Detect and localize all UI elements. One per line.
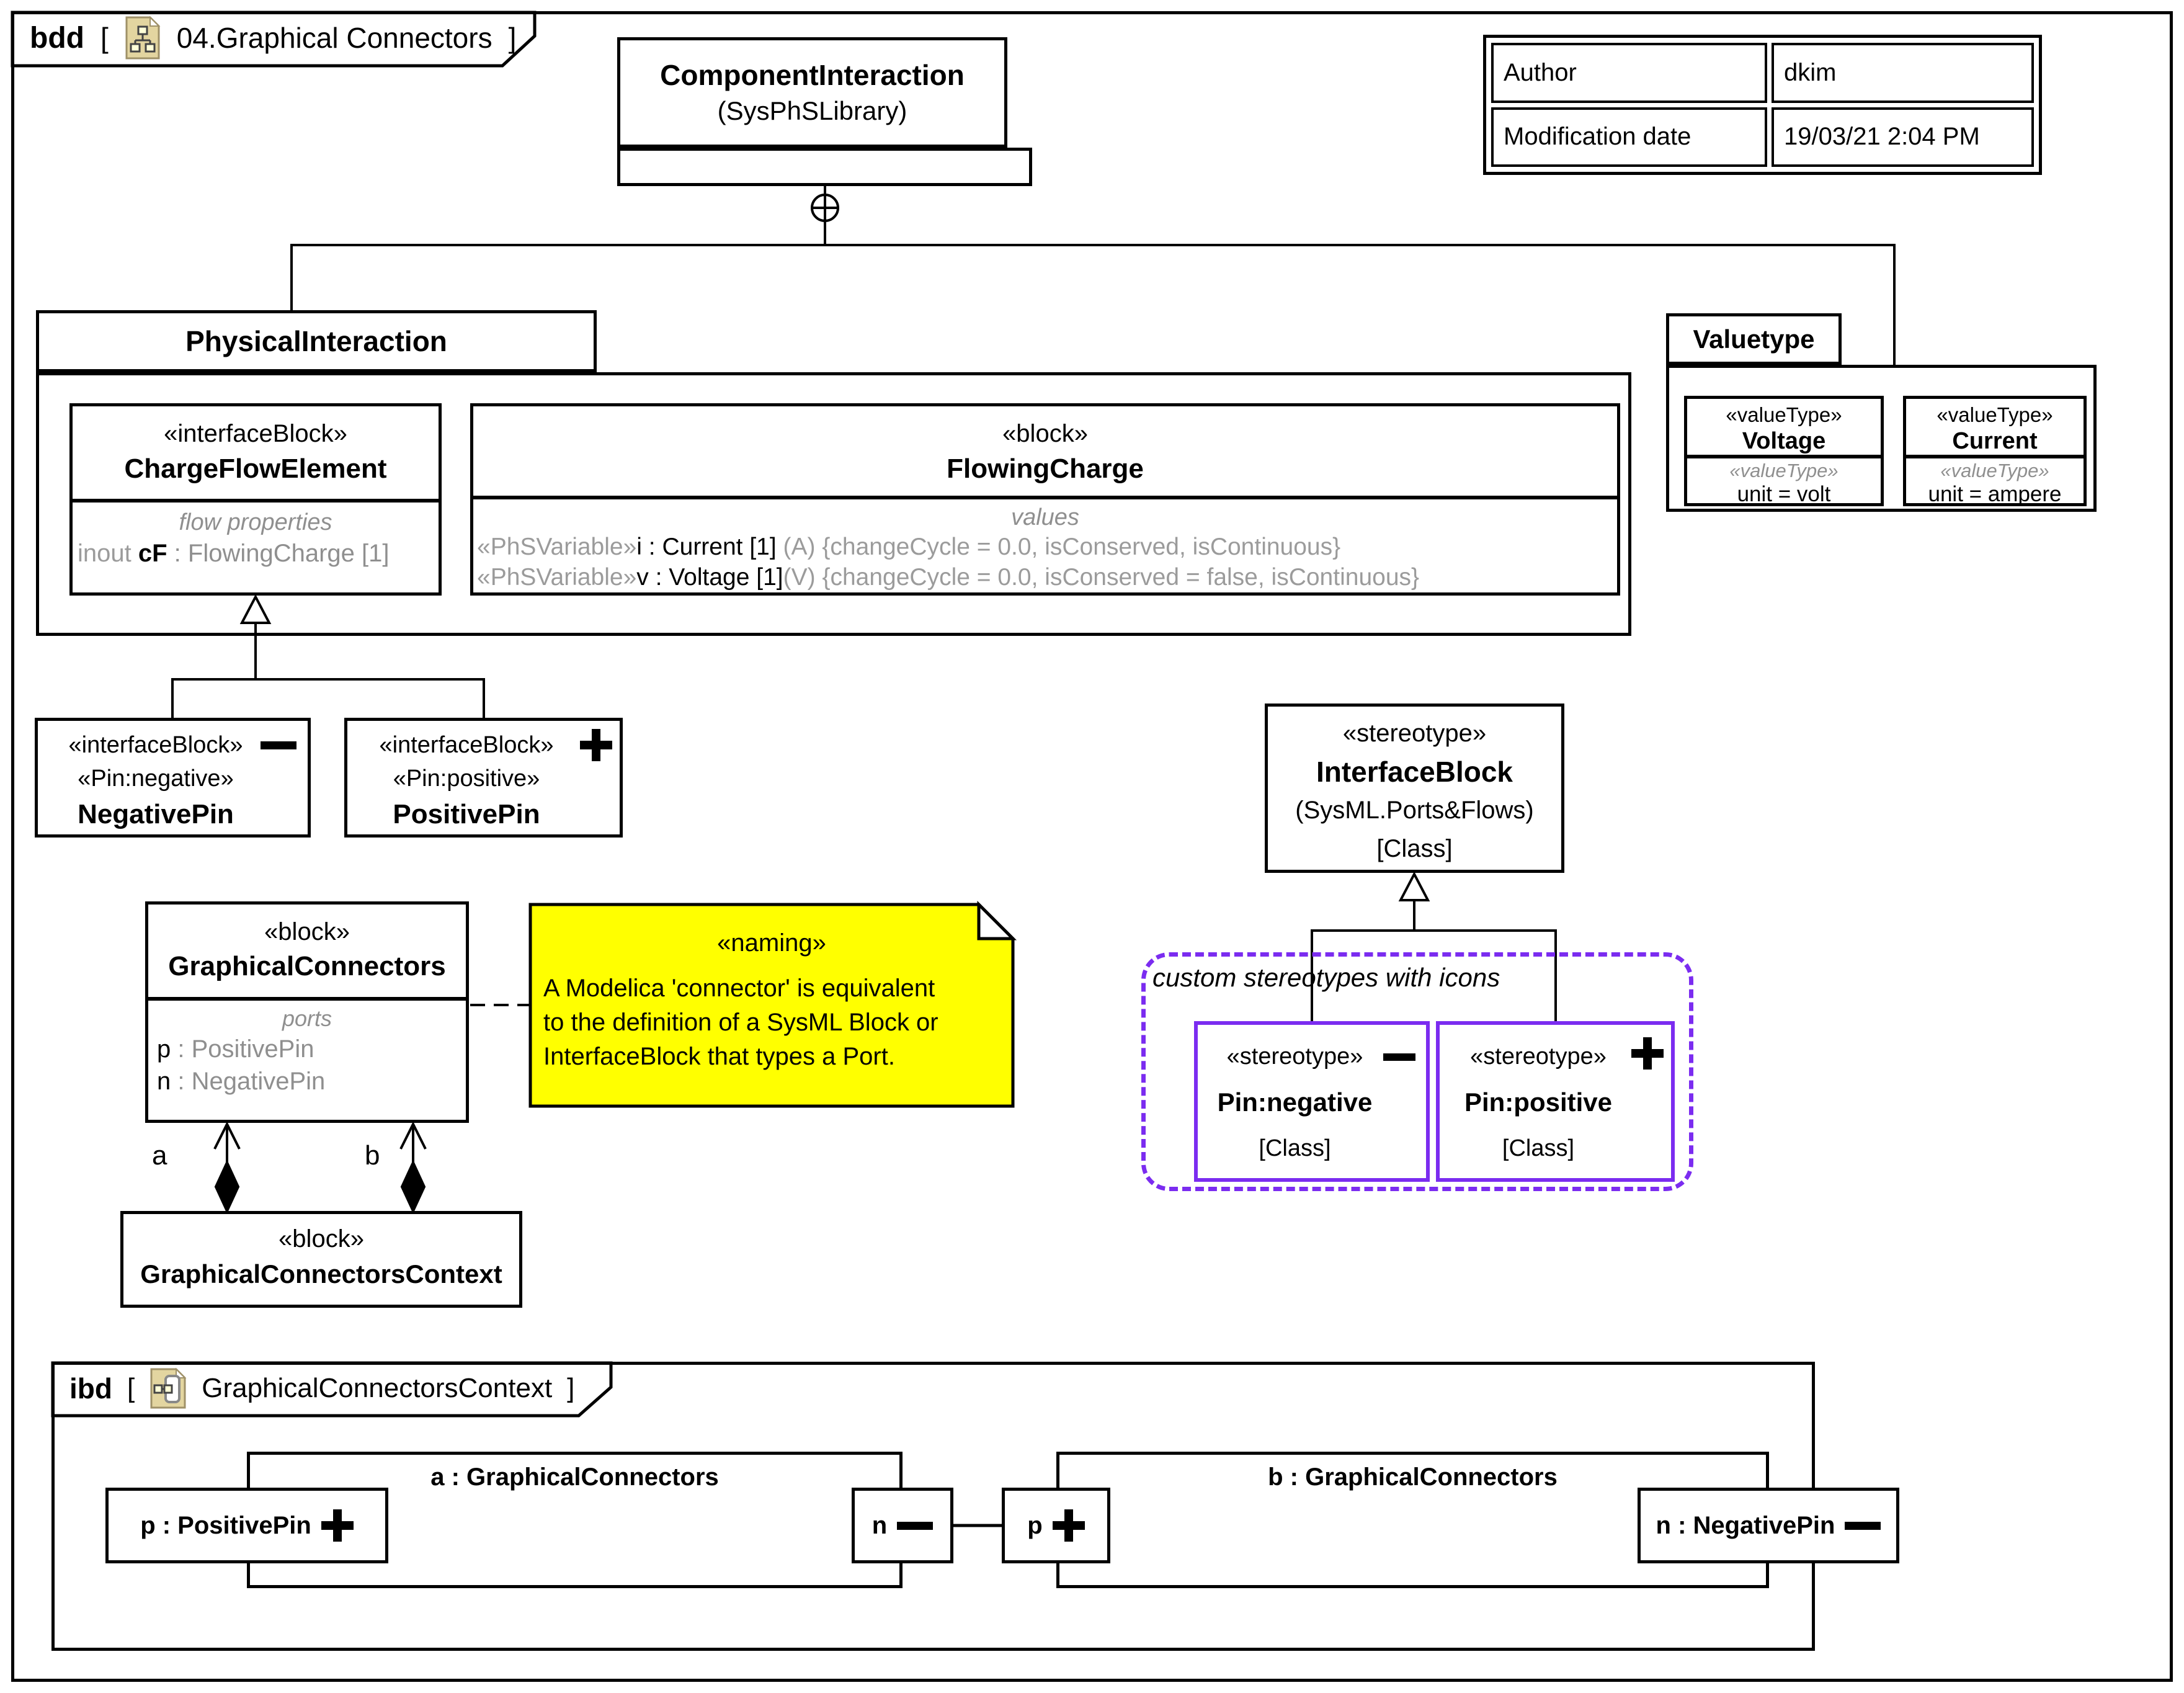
metadata-moddate-label: Modification date <box>1491 107 1767 168</box>
block-voltage <box>1684 396 1884 506</box>
block-name: PositivePin <box>393 799 540 829</box>
minus-icon <box>1383 1053 1415 1061</box>
block-name: Current <box>1952 428 2038 454</box>
plus-icon <box>580 729 612 761</box>
plus-icon <box>1053 1509 1085 1542</box>
block-stereotype: «block» <box>1002 420 1088 447</box>
custom-stereotypes-label: custom stereotypes with icons <box>1152 963 1500 992</box>
compartment-label: values <box>1011 504 1079 530</box>
phs-variable-constraint: {changeCycle = 0.0, isConserved, isContinuous} <box>822 534 1341 560</box>
frame-close-bracket: ] <box>508 22 517 54</box>
block-stereotype: «interfaceBlock» <box>379 732 554 758</box>
phs-variable-unit: (V) <box>783 564 822 591</box>
block-name: InterfaceBlock <box>1316 756 1513 788</box>
inner-stereotype: «valueType» <box>1940 460 2049 481</box>
port-label: p : PositivePin <box>140 1511 311 1539</box>
minus-icon <box>1845 1522 1881 1530</box>
note-body <box>543 972 938 1074</box>
block-negative-pin <box>35 718 311 838</box>
block-valuetype <box>1666 313 1842 365</box>
unit-value: unit = ampere <box>1928 482 2062 506</box>
flow-property-type: : FlowingCharge [1] <box>167 540 390 567</box>
stereotype-pin-negative <box>1194 1021 1430 1182</box>
pin-stereotype: «Pin:positive» <box>393 766 540 792</box>
frame-close-bracket: ] <box>567 1373 575 1403</box>
block-metaclass: [Class] <box>1376 835 1453 862</box>
phs-variable-decl: v : Voltage [1] <box>636 564 783 591</box>
frame-kind-label: ibd <box>69 1372 112 1405</box>
ibd-port-a-n <box>852 1488 953 1563</box>
block-stereotype: «valueType» <box>1937 403 2053 426</box>
block-name: Voltage <box>1742 428 1826 454</box>
block-library: (SysML.Ports&Flows) <box>1295 797 1534 824</box>
block-stereotype: «interfaceBlock» <box>68 732 243 758</box>
metadata-table <box>1483 35 2042 175</box>
block-name: Valuetype <box>1693 324 1815 354</box>
port-line <box>148 1033 466 1065</box>
port-label: p <box>1027 1511 1043 1539</box>
block-name: ChargeFlowElement <box>124 453 387 484</box>
block-charge-flow-element <box>69 403 442 596</box>
frame-title: 04.Graphical Connectors <box>176 22 493 54</box>
note-line: A Modelica 'connector' is equivalent <box>543 975 935 1002</box>
plus-icon <box>321 1509 354 1542</box>
frame-title: GraphicalConnectorsContext <box>202 1373 553 1403</box>
metadata-moddate-value: 19/03/21 2:04 PM <box>1772 107 2034 168</box>
ibd-port-b-n <box>1638 1488 1899 1563</box>
compartment-label: ports <box>282 1006 332 1031</box>
metadata-author-label: Author <box>1491 43 1767 103</box>
block-flowing-charge <box>470 403 1620 596</box>
stereotype-label: «stereotype» <box>1470 1043 1607 1070</box>
flow-property-line <box>73 537 439 570</box>
phs-variable-decl: i : Current [1] <box>636 534 777 560</box>
ibd-diagram-icon <box>149 1367 187 1409</box>
block-library: (SysPhSLibrary) <box>717 96 907 125</box>
phs-variable-constraint: {changeCycle = 0.0, isConserved = false, isContinuous} <box>822 564 1420 591</box>
stereotype-name: Pin:negative <box>1217 1088 1373 1117</box>
port-name: n <box>157 1068 171 1095</box>
port-name: p <box>157 1035 171 1063</box>
unit-value: unit = volt <box>1737 482 1831 506</box>
block-name: GraphicalConnectorsContext <box>140 1259 502 1289</box>
bdd-frame-tab <box>30 16 516 60</box>
stereotype-name: Pin:positive <box>1464 1088 1613 1117</box>
ibd-frame-tab <box>69 1366 574 1411</box>
inner-stereotype: «valueType» <box>1729 460 1839 481</box>
part-name: a : GraphicalConnectors <box>430 1463 719 1491</box>
block-interface-block <box>1265 704 1564 873</box>
block-component-interaction <box>617 37 1007 148</box>
bdd-diagram-icon <box>125 16 161 60</box>
port-label: n <box>871 1511 888 1539</box>
block-stereotype: «interfaceBlock» <box>164 420 347 447</box>
block-graphical-connectors-context <box>120 1211 522 1308</box>
metadata-author-value: dkim <box>1772 43 2034 103</box>
ibd-port-a-p <box>105 1488 388 1563</box>
block-graphical-connectors <box>145 901 469 1123</box>
frame-kind-label: bdd <box>30 21 84 55</box>
note-line: to the definition of a SysML Block or <box>543 1009 938 1036</box>
note-stereotype: «naming» <box>717 929 826 957</box>
minus-icon <box>897 1522 933 1530</box>
flow-property-direction: inout <box>78 540 138 567</box>
phs-variable-stereotype: «PhSVariable» <box>477 564 637 591</box>
value-property-line <box>473 562 1617 592</box>
frame-open-bracket: [ <box>127 1373 135 1403</box>
phs-variable-unit: (A) <box>776 534 822 560</box>
block-stereotype: «stereotype» <box>1342 720 1487 747</box>
block-physical-interaction <box>36 310 597 372</box>
ibd-port-b-p <box>1002 1488 1110 1563</box>
pin-stereotype: «Pin:negative» <box>78 766 234 792</box>
port-line <box>148 1065 466 1097</box>
stereotype-metaclass: [Class] <box>1259 1135 1331 1161</box>
block-name: ComponentInteraction <box>660 59 965 91</box>
port-label: n : NegativePin <box>1656 1511 1835 1539</box>
block-name: PhysicalInteraction <box>185 325 447 357</box>
block-name: GraphicalConnectors <box>168 951 446 981</box>
block-name: NegativePin <box>78 799 234 829</box>
port-type: : NegativePin <box>171 1068 326 1095</box>
block-stereotype: «block» <box>279 1225 364 1253</box>
flow-property-name: cF <box>138 540 167 567</box>
port-type: : PositivePin <box>171 1035 314 1063</box>
compartment-label: flow properties <box>179 509 332 535</box>
note-line: InterfaceBlock that types a Port. <box>543 1043 895 1070</box>
part-name: b : GraphicalConnectors <box>1268 1463 1558 1491</box>
phs-variable-stereotype: «PhSVariable» <box>477 534 637 560</box>
block-stereotype: «valueType» <box>1726 403 1842 426</box>
block-current <box>1903 396 2087 506</box>
stereotype-metaclass: [Class] <box>1502 1135 1575 1161</box>
block-name: FlowingCharge <box>947 453 1144 484</box>
block-stereotype: «block» <box>264 918 350 945</box>
association-role-b: b <box>365 1140 380 1171</box>
association-role-a: a <box>152 1140 167 1171</box>
minus-icon <box>261 741 296 749</box>
plus-icon <box>1631 1037 1664 1070</box>
frame-open-bracket: [ <box>100 22 109 54</box>
value-property-line <box>473 532 1617 562</box>
block-component-interaction-compartment <box>617 148 1032 186</box>
stereotype-label: «stereotype» <box>1226 1043 1363 1070</box>
